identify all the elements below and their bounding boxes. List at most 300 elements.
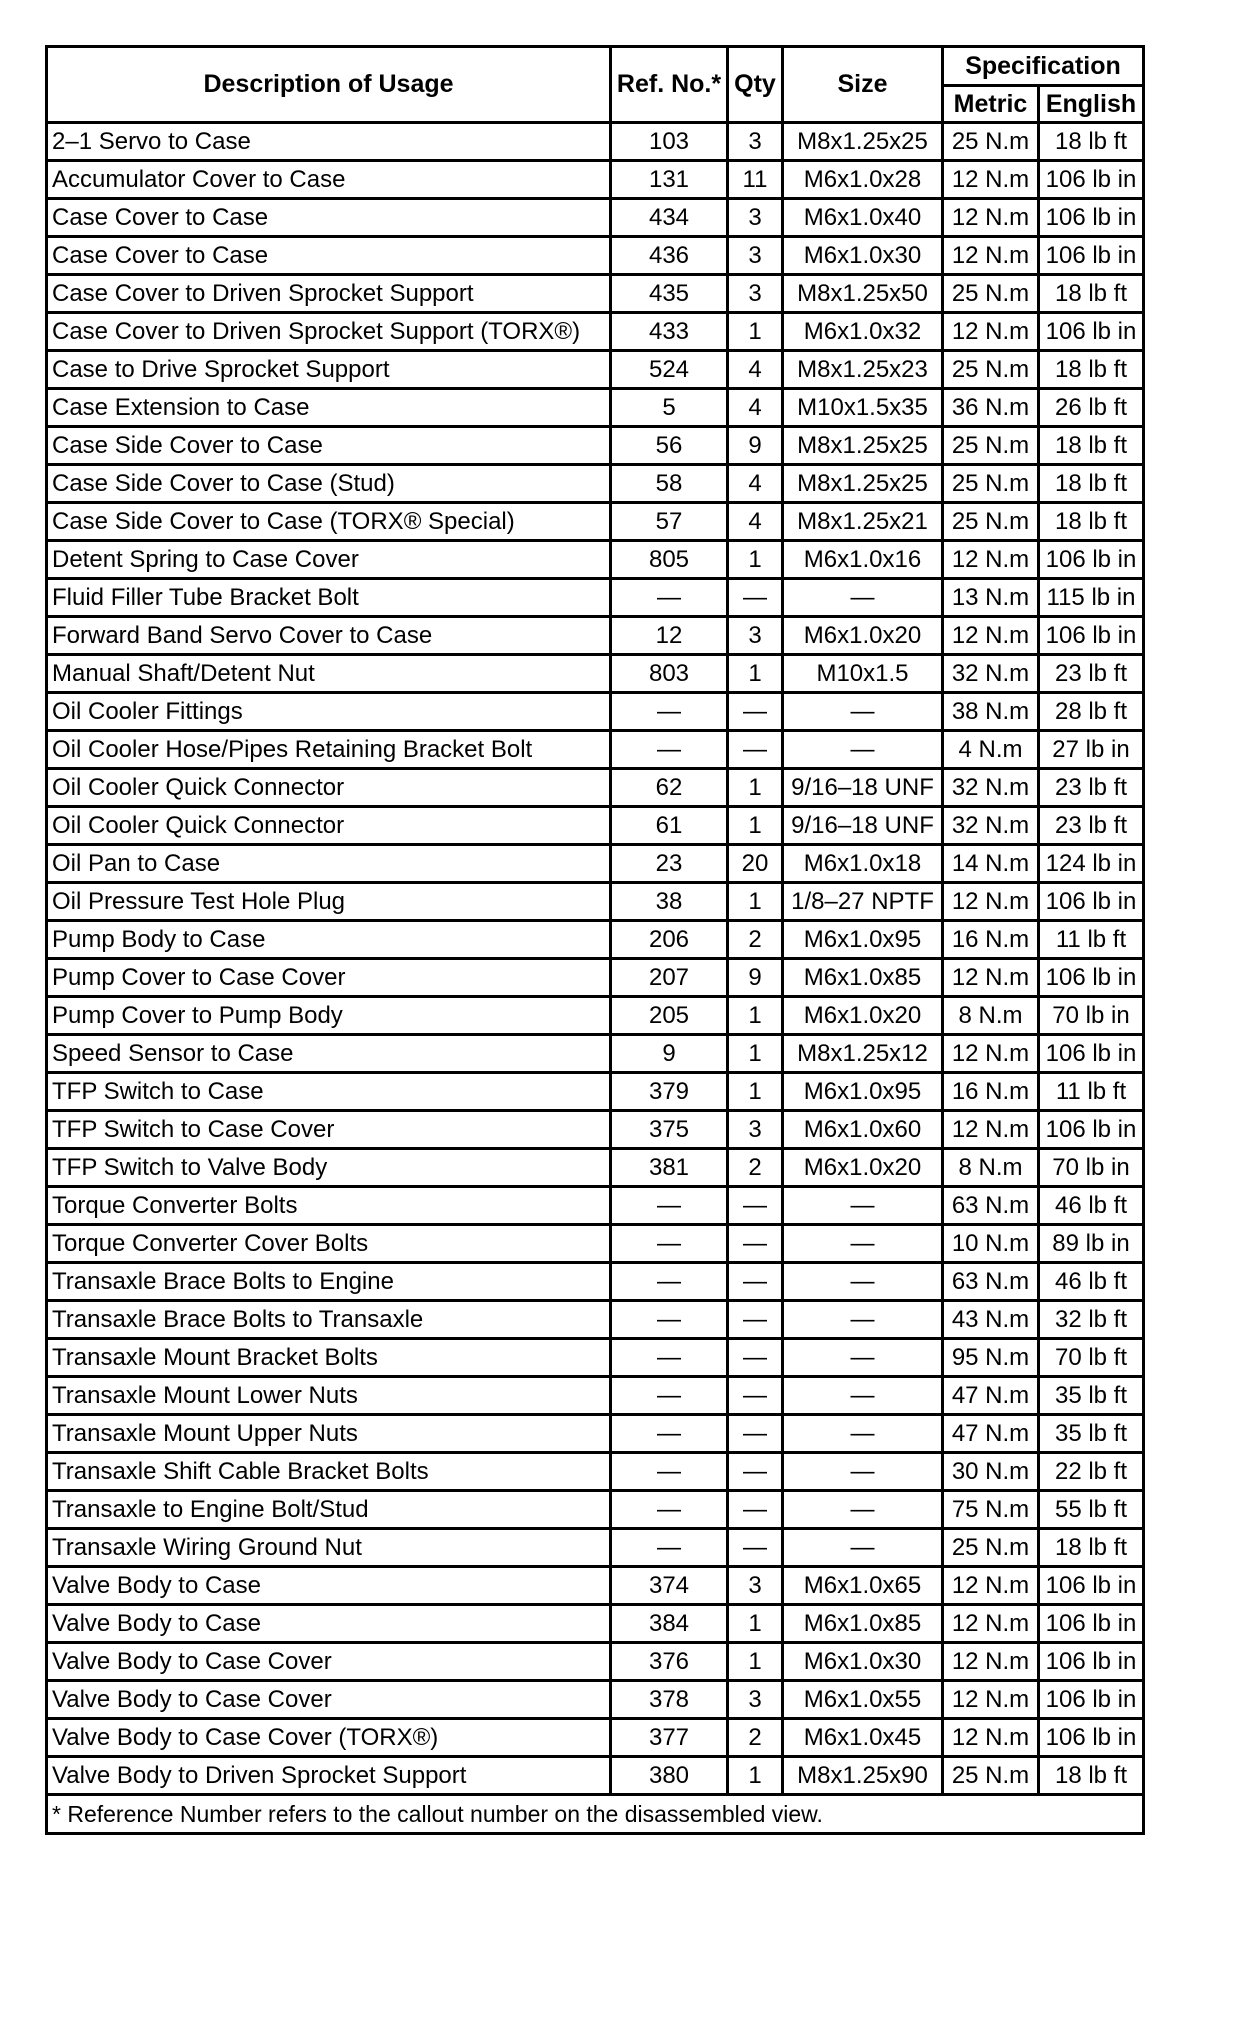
cell-english: 115 lb in: [1039, 579, 1144, 617]
cell-english: 46 lb ft: [1039, 1187, 1144, 1225]
cell-description: Pump Cover to Case Cover: [47, 959, 611, 997]
cell-metric: 13 N.m: [943, 579, 1039, 617]
table-row: [47, 769, 1144, 807]
table-row: [47, 1225, 1144, 1263]
cell-english: 106 lb in: [1039, 1605, 1144, 1643]
cell-ref-no: —: [611, 731, 728, 769]
table-row: [47, 123, 1144, 161]
cell-metric: 47 N.m: [943, 1377, 1039, 1415]
table-body: [47, 123, 1144, 1795]
cell-qty: —: [728, 1263, 783, 1301]
table-row: [47, 1719, 1144, 1757]
cell-english: 106 lb in: [1039, 541, 1144, 579]
cell-ref-no: 435: [611, 275, 728, 313]
table-row: [47, 313, 1144, 351]
cell-english: 11 lb ft: [1039, 921, 1144, 959]
cell-size: M6x1.0x20: [783, 997, 943, 1035]
table-row: [47, 1567, 1144, 1605]
cell-description: Transaxle Brace Bolts to Transaxle: [47, 1301, 611, 1339]
cell-size: M8x1.25x21: [783, 503, 943, 541]
cell-metric: 12 N.m: [943, 1111, 1039, 1149]
cell-description: Transaxle Brace Bolts to Engine: [47, 1263, 611, 1301]
cell-description: Transaxle Mount Lower Nuts: [47, 1377, 611, 1415]
cell-ref-no: —: [611, 579, 728, 617]
cell-ref-no: 380: [611, 1757, 728, 1795]
cell-ref-no: 805: [611, 541, 728, 579]
cell-description: Valve Body to Case Cover (TORX®): [47, 1719, 611, 1757]
cell-english: 23 lb ft: [1039, 655, 1144, 693]
cell-metric: 12 N.m: [943, 1605, 1039, 1643]
cell-description: TFP Switch to Case Cover: [47, 1111, 611, 1149]
cell-english: 11 lb ft: [1039, 1073, 1144, 1111]
cell-size: M6x1.0x60: [783, 1111, 943, 1149]
cell-size: M8x1.25x23: [783, 351, 943, 389]
cell-description: Valve Body to Case Cover: [47, 1681, 611, 1719]
cell-ref-no: —: [611, 1225, 728, 1263]
cell-metric: 12 N.m: [943, 1719, 1039, 1757]
cell-metric: 25 N.m: [943, 1757, 1039, 1795]
cell-size: M10x1.5x35: [783, 389, 943, 427]
cell-english: 106 lb in: [1039, 199, 1144, 237]
cell-size: —: [783, 693, 943, 731]
cell-english: 106 lb in: [1039, 1035, 1144, 1073]
table-row: [47, 1643, 1144, 1681]
cell-qty: 1: [728, 1643, 783, 1681]
cell-metric: 12 N.m: [943, 161, 1039, 199]
cell-metric: 12 N.m: [943, 199, 1039, 237]
header-description: Description of Usage: [47, 47, 611, 123]
table-row: [47, 921, 1144, 959]
cell-metric: 16 N.m: [943, 921, 1039, 959]
cell-description: Case Cover to Driven Sprocket Support (TORX®): [47, 313, 611, 351]
cell-ref-no: 206: [611, 921, 728, 959]
cell-qty: 4: [728, 465, 783, 503]
table-row: [47, 351, 1144, 389]
cell-ref-no: 379: [611, 1073, 728, 1111]
cell-ref-no: —: [611, 1263, 728, 1301]
cell-description: Accumulator Cover to Case: [47, 161, 611, 199]
cell-qty: —: [728, 1529, 783, 1567]
table-row: [47, 617, 1144, 655]
header-qty: Qty: [728, 47, 783, 123]
cell-ref-no: 434: [611, 199, 728, 237]
cell-metric: 25 N.m: [943, 465, 1039, 503]
cell-size: M10x1.5: [783, 655, 943, 693]
cell-metric: 12 N.m: [943, 1643, 1039, 1681]
cell-size: —: [783, 1491, 943, 1529]
table-row: [47, 579, 1144, 617]
cell-description: Oil Pressure Test Hole Plug: [47, 883, 611, 921]
cell-qty: 1: [728, 1605, 783, 1643]
table-row: [47, 845, 1144, 883]
cell-metric: 95 N.m: [943, 1339, 1039, 1377]
cell-metric: 25 N.m: [943, 503, 1039, 541]
header-metric: Metric: [943, 86, 1039, 123]
cell-size: M6x1.0x45: [783, 1719, 943, 1757]
cell-size: M6x1.0x18: [783, 845, 943, 883]
cell-ref-no: 62: [611, 769, 728, 807]
cell-metric: 14 N.m: [943, 845, 1039, 883]
cell-english: 106 lb in: [1039, 1643, 1144, 1681]
cell-english: 35 lb ft: [1039, 1415, 1144, 1453]
cell-qty: 3: [728, 617, 783, 655]
cell-size: M6x1.0x30: [783, 237, 943, 275]
cell-description: Forward Band Servo Cover to Case: [47, 617, 611, 655]
cell-qty: 1: [728, 541, 783, 579]
cell-english: 23 lb ft: [1039, 769, 1144, 807]
cell-description: Case to Drive Sprocket Support: [47, 351, 611, 389]
cell-qty: —: [728, 1415, 783, 1453]
table-row: [47, 959, 1144, 997]
cell-description: Case Cover to Driven Sprocket Support: [47, 275, 611, 313]
cell-english: 106 lb in: [1039, 617, 1144, 655]
cell-qty: —: [728, 1453, 783, 1491]
table-row: [47, 427, 1144, 465]
cell-size: M8x1.25x50: [783, 275, 943, 313]
cell-english: 28 lb ft: [1039, 693, 1144, 731]
cell-metric: 25 N.m: [943, 123, 1039, 161]
header-english: English: [1039, 86, 1144, 123]
cell-ref-no: —: [611, 1453, 728, 1491]
table-row: [47, 1035, 1144, 1073]
cell-size: M8x1.25x25: [783, 465, 943, 503]
cell-metric: 12 N.m: [943, 541, 1039, 579]
cell-size: M6x1.0x85: [783, 1605, 943, 1643]
cell-ref-no: —: [611, 1415, 728, 1453]
table-row: [47, 1605, 1144, 1643]
cell-ref-no: 12: [611, 617, 728, 655]
cell-metric: 12 N.m: [943, 1681, 1039, 1719]
table-row: [47, 1757, 1144, 1795]
cell-qty: 4: [728, 389, 783, 427]
cell-qty: 1: [728, 655, 783, 693]
cell-size: M6x1.0x55: [783, 1681, 943, 1719]
cell-size: —: [783, 731, 943, 769]
cell-description: Torque Converter Bolts: [47, 1187, 611, 1225]
cell-size: M8x1.25x25: [783, 427, 943, 465]
cell-qty: 3: [728, 1681, 783, 1719]
cell-metric: 10 N.m: [943, 1225, 1039, 1263]
cell-english: 70 lb in: [1039, 1149, 1144, 1187]
cell-size: M6x1.0x30: [783, 1643, 943, 1681]
cell-description: Detent Spring to Case Cover: [47, 541, 611, 579]
cell-qty: 1: [728, 807, 783, 845]
table-row: [47, 161, 1144, 199]
cell-ref-no: 381: [611, 1149, 728, 1187]
cell-description: Case Extension to Case: [47, 389, 611, 427]
cell-english: 106 lb in: [1039, 1567, 1144, 1605]
cell-metric: 4 N.m: [943, 731, 1039, 769]
cell-ref-no: 61: [611, 807, 728, 845]
cell-qty: —: [728, 693, 783, 731]
cell-description: Pump Body to Case: [47, 921, 611, 959]
table-row: [47, 1073, 1144, 1111]
cell-metric: 12 N.m: [943, 959, 1039, 997]
cell-size: M6x1.0x32: [783, 313, 943, 351]
cell-ref-no: —: [611, 1187, 728, 1225]
cell-size: 9/16–18 UNF: [783, 807, 943, 845]
cell-english: 106 lb in: [1039, 237, 1144, 275]
cell-english: 18 lb ft: [1039, 427, 1144, 465]
footnote: * Reference Number refers to the callout number on the disassembled view.: [47, 1795, 1144, 1834]
cell-description: Fluid Filler Tube Bracket Bolt: [47, 579, 611, 617]
cell-size: M8x1.25x25: [783, 123, 943, 161]
cell-ref-no: 57: [611, 503, 728, 541]
cell-qty: 3: [728, 275, 783, 313]
cell-english: 106 lb in: [1039, 1681, 1144, 1719]
table-row: [47, 1187, 1144, 1225]
cell-qty: 2: [728, 921, 783, 959]
cell-size: —: [783, 579, 943, 617]
cell-english: 18 lb ft: [1039, 351, 1144, 389]
cell-english: 18 lb ft: [1039, 1757, 1144, 1795]
cell-qty: 1: [728, 1073, 783, 1111]
cell-size: M8x1.25x12: [783, 1035, 943, 1073]
cell-qty: —: [728, 1339, 783, 1377]
cell-english: 35 lb ft: [1039, 1377, 1144, 1415]
cell-english: 32 lb ft: [1039, 1301, 1144, 1339]
table-row: [47, 655, 1144, 693]
cell-description: Transaxle Wiring Ground Nut: [47, 1529, 611, 1567]
cell-qty: 3: [728, 199, 783, 237]
cell-size: 9/16–18 UNF: [783, 769, 943, 807]
cell-size: M8x1.25x90: [783, 1757, 943, 1795]
cell-ref-no: 58: [611, 465, 728, 503]
cell-description: 2–1 Servo to Case: [47, 123, 611, 161]
cell-metric: 32 N.m: [943, 769, 1039, 807]
cell-description: Oil Pan to Case: [47, 845, 611, 883]
cell-qty: —: [728, 1187, 783, 1225]
cell-ref-no: 377: [611, 1719, 728, 1757]
table-row: [47, 199, 1144, 237]
cell-qty: 1: [728, 997, 783, 1035]
table-row: [47, 1491, 1144, 1529]
cell-metric: 12 N.m: [943, 313, 1039, 351]
table-row: [47, 275, 1144, 313]
cell-metric: 12 N.m: [943, 883, 1039, 921]
cell-size: M6x1.0x85: [783, 959, 943, 997]
cell-english: 70 lb ft: [1039, 1339, 1144, 1377]
cell-metric: 12 N.m: [943, 1567, 1039, 1605]
cell-qty: 2: [728, 1719, 783, 1757]
table-row: [47, 465, 1144, 503]
cell-english: 106 lb in: [1039, 313, 1144, 351]
cell-description: TFP Switch to Valve Body: [47, 1149, 611, 1187]
table-row: [47, 693, 1144, 731]
cell-ref-no: 803: [611, 655, 728, 693]
cell-ref-no: —: [611, 1301, 728, 1339]
cell-size: M6x1.0x28: [783, 161, 943, 199]
cell-english: 18 lb ft: [1039, 465, 1144, 503]
cell-english: 124 lb in: [1039, 845, 1144, 883]
cell-description: Oil Cooler Quick Connector: [47, 807, 611, 845]
table-row: [47, 883, 1144, 921]
cell-ref-no: 5: [611, 389, 728, 427]
cell-qty: —: [728, 731, 783, 769]
cell-metric: 16 N.m: [943, 1073, 1039, 1111]
cell-qty: 3: [728, 237, 783, 275]
cell-metric: 38 N.m: [943, 693, 1039, 731]
cell-metric: 25 N.m: [943, 351, 1039, 389]
cell-size: —: [783, 1377, 943, 1415]
cell-metric: 25 N.m: [943, 1529, 1039, 1567]
cell-ref-no: 375: [611, 1111, 728, 1149]
table-row: [47, 237, 1144, 275]
cell-ref-no: 374: [611, 1567, 728, 1605]
cell-english: 26 lb ft: [1039, 389, 1144, 427]
cell-description: Valve Body to Case Cover: [47, 1643, 611, 1681]
cell-qty: 4: [728, 503, 783, 541]
cell-size: M6x1.0x95: [783, 921, 943, 959]
header-ref-no: Ref. No.*: [611, 47, 728, 123]
cell-description: Transaxle Shift Cable Bracket Bolts: [47, 1453, 611, 1491]
cell-metric: 12 N.m: [943, 237, 1039, 275]
cell-qty: 3: [728, 1111, 783, 1149]
cell-qty: —: [728, 579, 783, 617]
cell-ref-no: 56: [611, 427, 728, 465]
cell-description: Oil Cooler Fittings: [47, 693, 611, 731]
cell-qty: 9: [728, 959, 783, 997]
table-row: [47, 1339, 1144, 1377]
cell-description: Valve Body to Driven Sprocket Support: [47, 1757, 611, 1795]
cell-description: TFP Switch to Case: [47, 1073, 611, 1111]
table-row: [47, 1301, 1144, 1339]
table-row: [47, 1681, 1144, 1719]
cell-metric: 12 N.m: [943, 617, 1039, 655]
cell-english: 23 lb ft: [1039, 807, 1144, 845]
cell-size: M6x1.0x16: [783, 541, 943, 579]
cell-description: Transaxle Mount Upper Nuts: [47, 1415, 611, 1453]
cell-ref-no: 524: [611, 351, 728, 389]
cell-ref-no: —: [611, 1529, 728, 1567]
cell-qty: —: [728, 1491, 783, 1529]
table-row: [47, 1529, 1144, 1567]
cell-ref-no: 23: [611, 845, 728, 883]
cell-size: M6x1.0x40: [783, 199, 943, 237]
cell-description: Transaxle to Engine Bolt/Stud: [47, 1491, 611, 1529]
table-row: [47, 1111, 1144, 1149]
cell-qty: 9: [728, 427, 783, 465]
cell-qty: —: [728, 1301, 783, 1339]
cell-english: 55 lb ft: [1039, 1491, 1144, 1529]
cell-ref-no: 376: [611, 1643, 728, 1681]
cell-metric: 43 N.m: [943, 1301, 1039, 1339]
cell-qty: 3: [728, 1567, 783, 1605]
table-row: [47, 807, 1144, 845]
cell-ref-no: —: [611, 1491, 728, 1529]
cell-description: Case Cover to Case: [47, 199, 611, 237]
cell-metric: 12 N.m: [943, 1035, 1039, 1073]
cell-qty: —: [728, 1225, 783, 1263]
cell-english: 18 lb ft: [1039, 503, 1144, 541]
table-row: [47, 389, 1144, 427]
cell-description: Transaxle Mount Bracket Bolts: [47, 1339, 611, 1377]
cell-qty: 1: [728, 1757, 783, 1795]
table-row: [47, 1377, 1144, 1415]
cell-size: —: [783, 1339, 943, 1377]
cell-description: Valve Body to Case: [47, 1567, 611, 1605]
cell-english: 18 lb ft: [1039, 123, 1144, 161]
cell-metric: 75 N.m: [943, 1491, 1039, 1529]
cell-ref-no: 384: [611, 1605, 728, 1643]
cell-english: 27 lb in: [1039, 731, 1144, 769]
cell-metric: 8 N.m: [943, 997, 1039, 1035]
cell-size: M6x1.0x95: [783, 1073, 943, 1111]
cell-ref-no: 433: [611, 313, 728, 351]
cell-ref-no: 38: [611, 883, 728, 921]
cell-english: 18 lb ft: [1039, 275, 1144, 313]
cell-metric: 32 N.m: [943, 807, 1039, 845]
cell-description: Pump Cover to Pump Body: [47, 997, 611, 1035]
cell-metric: 25 N.m: [943, 427, 1039, 465]
table-row: [47, 1415, 1144, 1453]
cell-metric: 32 N.m: [943, 655, 1039, 693]
header-specification: Specification: [943, 47, 1144, 86]
cell-ref-no: 378: [611, 1681, 728, 1719]
cell-metric: 63 N.m: [943, 1263, 1039, 1301]
cell-qty: 20: [728, 845, 783, 883]
cell-size: —: [783, 1187, 943, 1225]
table-row: [47, 503, 1144, 541]
table-row: [47, 731, 1144, 769]
cell-qty: 1: [728, 883, 783, 921]
cell-english: 89 lb in: [1039, 1225, 1144, 1263]
header-size: Size: [783, 47, 943, 123]
cell-english: 106 lb in: [1039, 883, 1144, 921]
cell-size: —: [783, 1415, 943, 1453]
cell-description: Valve Body to Case: [47, 1605, 611, 1643]
cell-ref-no: 9: [611, 1035, 728, 1073]
cell-metric: 36 N.m: [943, 389, 1039, 427]
cell-english: 70 lb in: [1039, 997, 1144, 1035]
table-row: [47, 997, 1144, 1035]
cell-description: Oil Cooler Quick Connector: [47, 769, 611, 807]
cell-ref-no: 436: [611, 237, 728, 275]
cell-ref-no: 205: [611, 997, 728, 1035]
cell-description: Torque Converter Cover Bolts: [47, 1225, 611, 1263]
table-row: [47, 1263, 1144, 1301]
cell-english: 106 lb in: [1039, 161, 1144, 199]
cell-description: Case Side Cover to Case (TORX® Special): [47, 503, 611, 541]
cell-qty: 1: [728, 1035, 783, 1073]
cell-qty: 1: [728, 769, 783, 807]
cell-description: Speed Sensor to Case: [47, 1035, 611, 1073]
cell-ref-no: —: [611, 1377, 728, 1415]
cell-english: 106 lb in: [1039, 1111, 1144, 1149]
cell-description: Case Side Cover to Case: [47, 427, 611, 465]
fastener-specification-table: [45, 45, 1145, 1835]
cell-metric: 25 N.m: [943, 275, 1039, 313]
cell-qty: 3: [728, 123, 783, 161]
cell-size: —: [783, 1225, 943, 1263]
cell-ref-no: —: [611, 1339, 728, 1377]
cell-ref-no: 103: [611, 123, 728, 161]
cell-size: M6x1.0x20: [783, 617, 943, 655]
cell-qty: 2: [728, 1149, 783, 1187]
cell-qty: 1: [728, 313, 783, 351]
cell-size: —: [783, 1529, 943, 1567]
cell-size: M6x1.0x20: [783, 1149, 943, 1187]
cell-description: Case Side Cover to Case (Stud): [47, 465, 611, 503]
cell-description: Manual Shaft/Detent Nut: [47, 655, 611, 693]
cell-metric: 8 N.m: [943, 1149, 1039, 1187]
cell-metric: 63 N.m: [943, 1187, 1039, 1225]
cell-english: 22 lb ft: [1039, 1453, 1144, 1491]
cell-ref-no: —: [611, 693, 728, 731]
cell-qty: 11: [728, 161, 783, 199]
table-row: [47, 1453, 1144, 1491]
cell-size: —: [783, 1301, 943, 1339]
